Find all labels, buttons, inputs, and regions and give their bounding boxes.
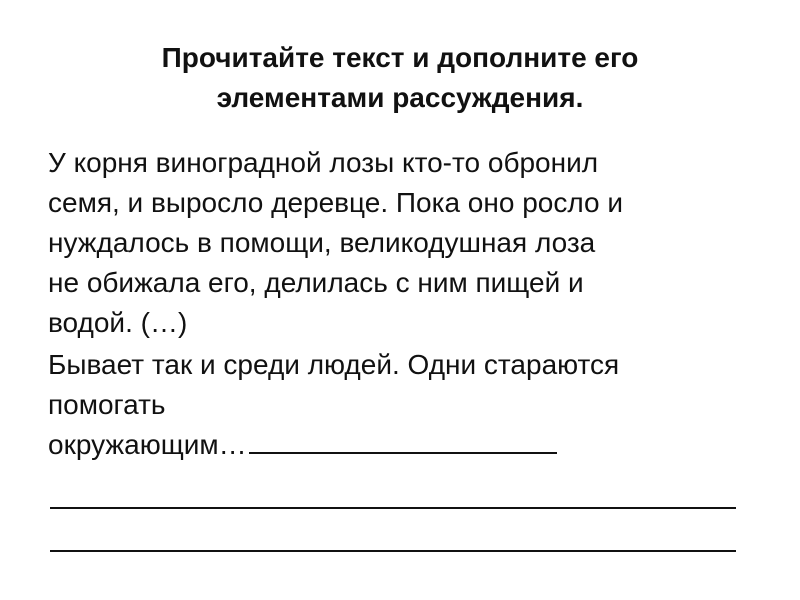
paragraph-1-line-2: семя, и выросло деревце. Пока оно росло и (48, 187, 623, 218)
paragraph-2 (48, 345, 768, 465)
paragraph-1 (48, 143, 768, 343)
answer-blank-line-2 (50, 550, 736, 552)
paragraph-2-line-3-text: окружающим… (48, 429, 247, 460)
answer-blank-line-1 (50, 507, 736, 509)
paragraph-1-line-1: У корня виноградной лозы кто-то обронил (48, 147, 599, 178)
paragraph-1-line-3: нуждалось в помощи, великодушная лоза (48, 227, 596, 258)
paragraph-2-line-1: Бывает так и среди людей. Одни стараются (48, 349, 620, 380)
paragraph-1-line-5: водой. (…) (48, 307, 188, 338)
slide-title (0, 38, 800, 118)
title-line-2: элементами рассуждения. (216, 82, 584, 113)
paragraph-1-line-4: не обижала его, делилась с ним пищей и (48, 267, 584, 298)
answer-blank-inline (249, 428, 557, 454)
paragraph-2-line-3 (48, 425, 768, 465)
title-line-1: Прочитайте текст и дополните его (161, 42, 639, 73)
text-body (48, 143, 768, 467)
paragraph-2-line-2: помогать (48, 389, 166, 420)
